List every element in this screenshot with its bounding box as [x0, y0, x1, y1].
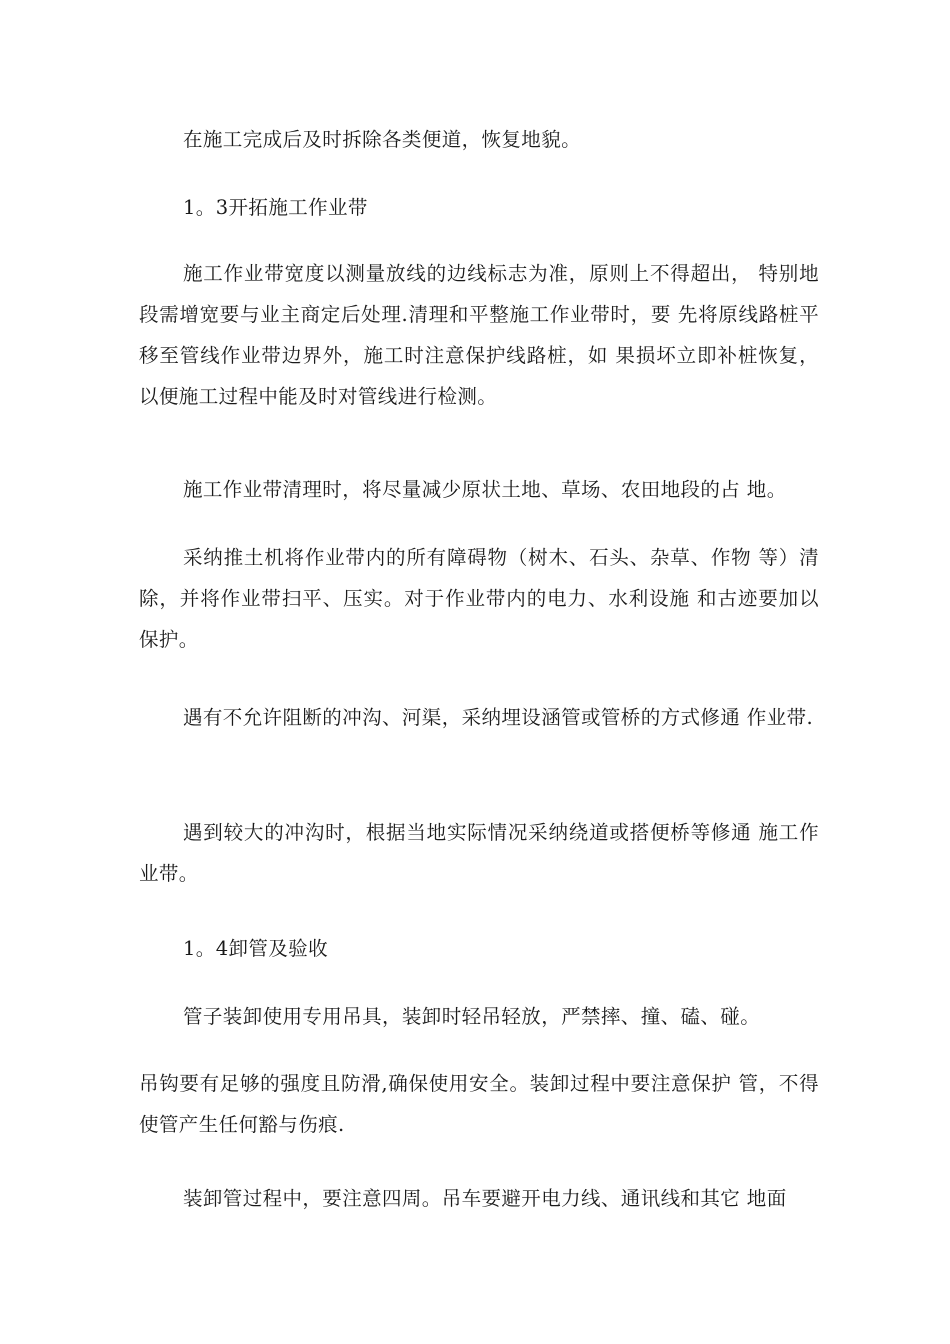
paragraph-gully-culvert: 遇有不允许阻断的冲沟、河渠，采纳埋设涵管或管桥的方式修通 作业带. — [183, 706, 814, 729]
paragraph-work-zone-width: 施工作业带宽度以测量放线的边线标志为准，原则上不得超出， 特别地段需增宽要与业主商定后处理.清理和平整施工作业带时，要 先将原线路桩平移至管线作业带边界外，施工时注意保护线路桩，如 果损坏立即补桩恢复，以便施工过程中能及时对管线进行检测。 — [139, 262, 819, 408]
paragraph-restore-terrain: 在施工完成后及时拆除各类便道，恢复地貌。 — [183, 128, 582, 151]
paragraph-work-zone-clearing: 施工作业带清理时，将尽量减少原状土地、草场、农田地段的占 地。 — [183, 478, 787, 501]
section-heading-1-4: 1。4卸管及验收 — [183, 937, 329, 960]
paragraph-large-gully: 遇到较大的冲沟时，根据当地实际情况采纳绕道或搭便桥等修通 施工作业带。 — [139, 821, 819, 885]
paragraph-bulldozer-clearing: 采纳推土机将作业带内的所有障碍物（树木、石头、杂草、作物 等）清除，并将作业带扫平、压实。对于作业带内的电力、水利设施 和古迹要加以保护。 — [139, 546, 819, 651]
paragraph-unloading-surroundings: 装卸管过程中，要注意四周。吊车要避开电力线、通讯线和其它 地面 — [183, 1187, 787, 1210]
paragraph-hook-safety: 吊钩要有足够的强度且防滑,确保使用安全。装卸过程中要注意保护 管，不得使管产生任何豁与伤痕. — [139, 1072, 819, 1136]
paragraph-pipe-handling: 管子装卸使用专用吊具，装卸时轻吊轻放，严禁摔、撞、磕、碰。 — [183, 1005, 761, 1028]
section-heading-1-3: 1。3开拓施工作业带 — [183, 196, 368, 219]
